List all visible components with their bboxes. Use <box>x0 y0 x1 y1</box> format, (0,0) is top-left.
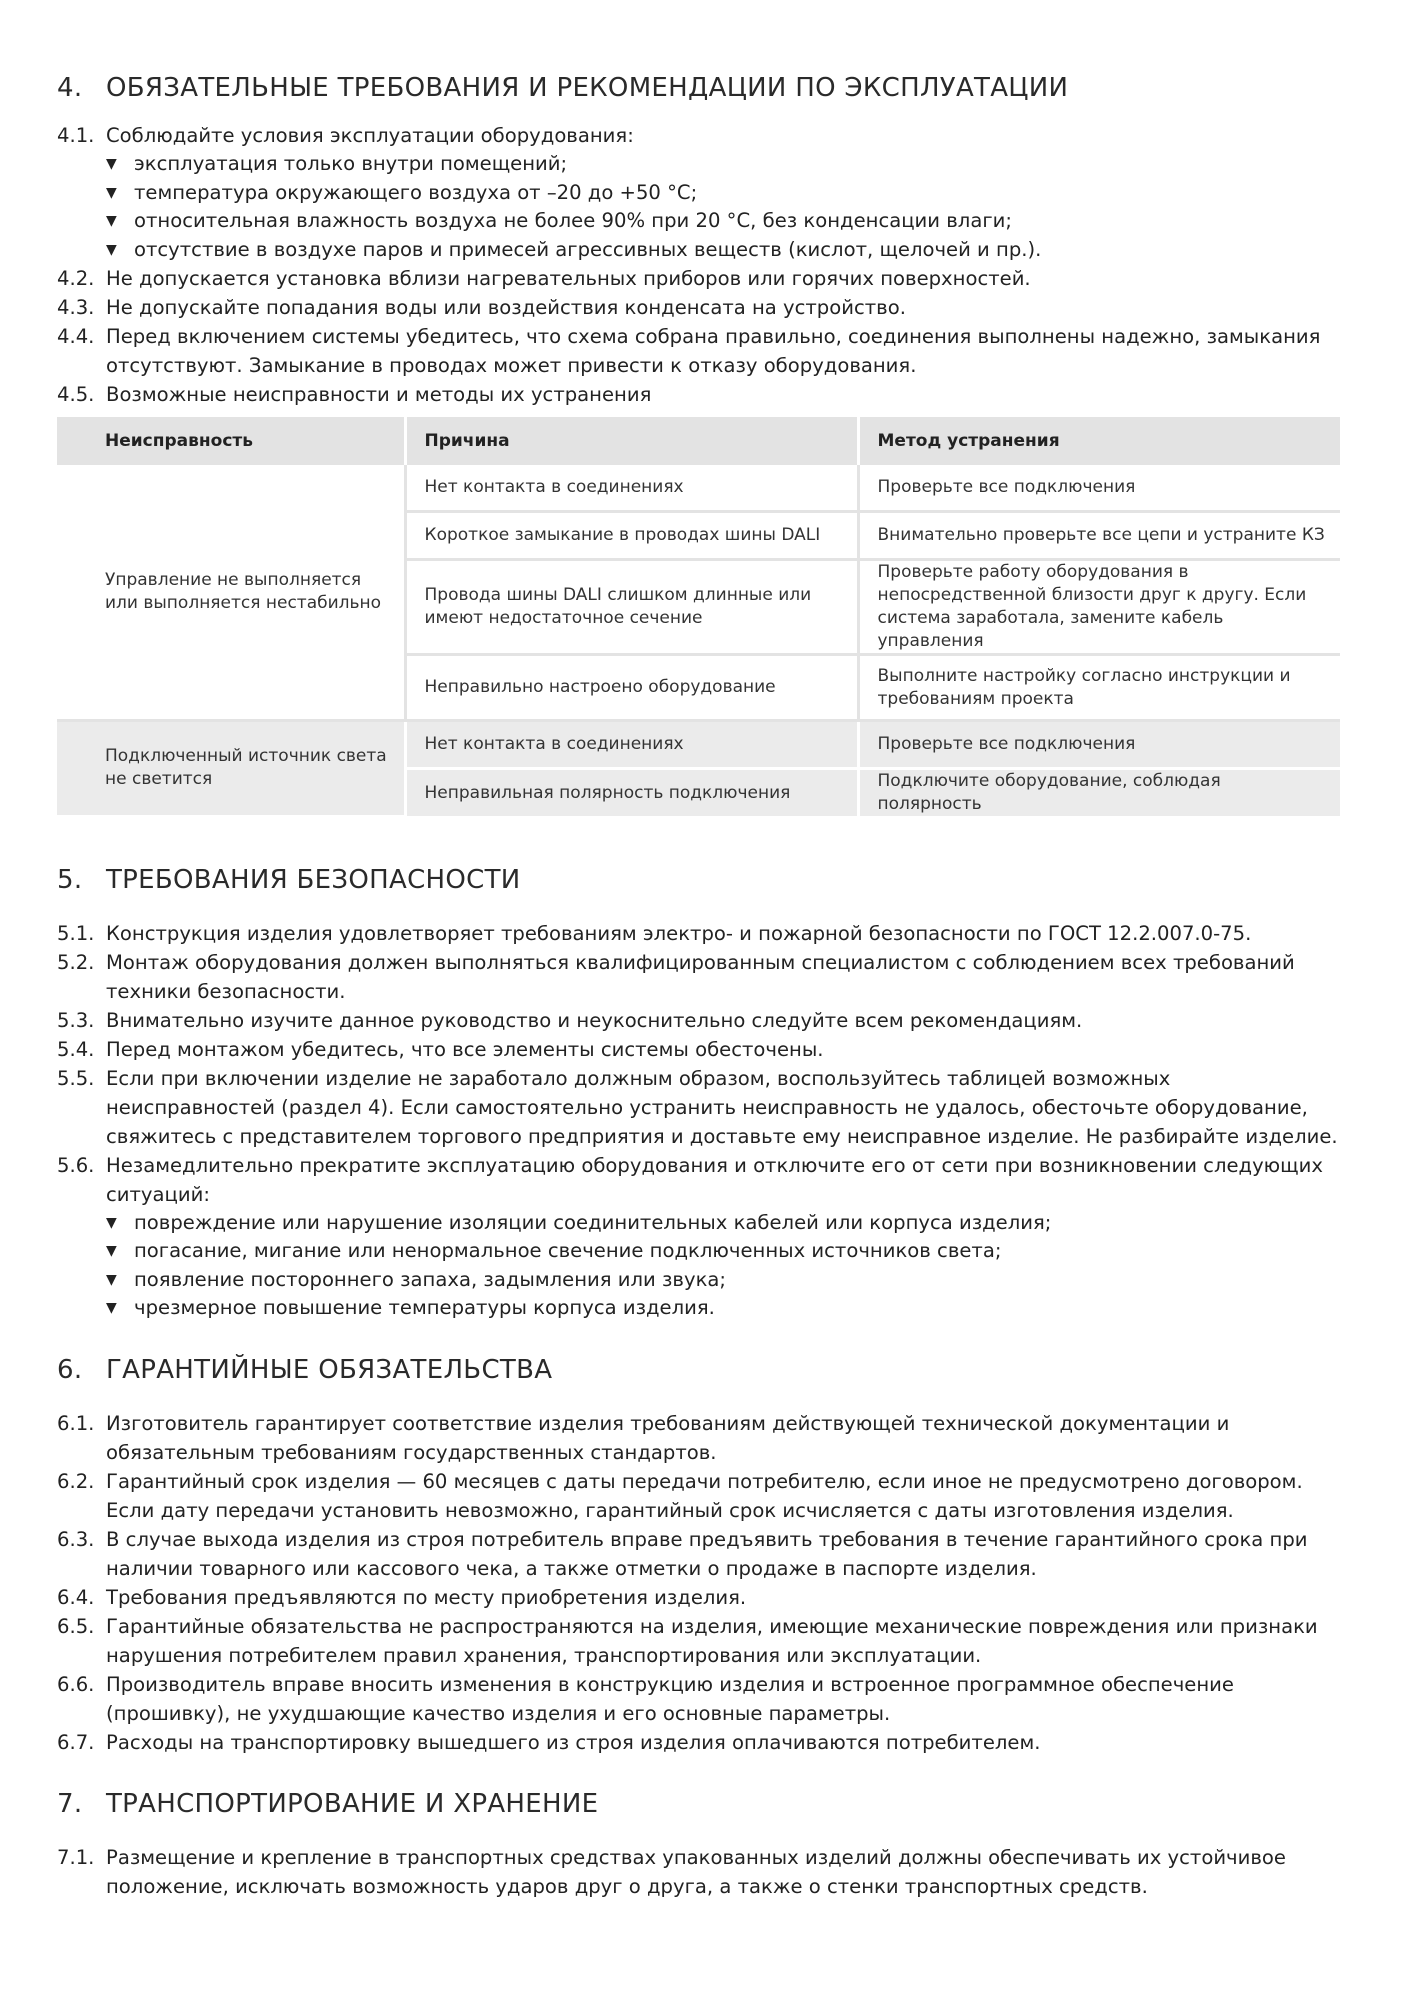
method-cell: Проверьте все подключения <box>858 465 1340 512</box>
bullet-triangle-icon: ▼ <box>106 156 117 172</box>
bullet-item: ▼ эксплуатация только внутри помещений; <box>57 150 1340 179</box>
bullet-triangle-icon: ▼ <box>106 213 117 229</box>
bullet-item: ▼ появление постороннего запаха, задымления или звука; <box>57 1266 1340 1295</box>
header-method: Метод устранения <box>858 417 1340 465</box>
bullet-item: ▼ повреждение или нарушение изоляции соединительных кабелей или корпуса изделия; <box>57 1209 1340 1238</box>
section-4 <box>57 70 1340 818</box>
method-cell: Проверьте все подключения <box>858 721 1340 769</box>
item-5-6: 5.6. Незамедлительно прекратите эксплуатацию оборудования и отключите его от сети при возникновении следующих ситуаций: <box>57 1153 1323 1206</box>
item-4-2: 4.2. Не допускается установка вблизи нагревательных приборов или горячих поверхностей. <box>57 267 1031 290</box>
table-row <box>57 465 1340 512</box>
item-6-5: 6.5. Гарантийные обязательства не распространяются на изделия, имеющие механические повреждения или признаки нарушения потребителем правил хранения, транспортирования или эксплуатации. <box>57 1614 1318 1667</box>
header-fault: Неисправность <box>57 417 405 465</box>
section-7 <box>57 1786 1340 1901</box>
item-5-5: 5.5. Если при включении изделие не заработало должным образом, воспользуйтесь таблицей возможных неисправностей (раздел 4). Если самостоятельно устранить неисправность не удалось, обесточьте оборудование, свяжитесь с представителем торгового предприятия и доставьте ему неисправное изделие. Не разбирайте изделие. <box>57 1066 1338 1148</box>
bullet-item: ▼ чрезмерное повышение температуры корпуса изделия. <box>57 1294 1340 1323</box>
bullet-triangle-icon: ▼ <box>106 1214 117 1231</box>
bullet-item: ▼ температура окружающего воздуха от –20 до +50 °С; <box>57 179 1340 208</box>
cause-cell: Нет контакта в соединениях <box>405 465 858 512</box>
section-6-heading: 6. ГАРАНТИЙНЫЕ ОБЯЗАТЕЛЬСТВА <box>57 1354 553 1385</box>
method-cell: Внимательно проверьте все цепи и устраните КЗ <box>858 512 1340 560</box>
cause-cell: Провода шины DALI слишком длинные или имеют недостаточное сечение <box>405 560 858 655</box>
fault-cell: Подключенный источник света не светится <box>57 721 405 817</box>
cause-cell: Короткое замыкание в проводах шины DALI <box>405 512 858 560</box>
section-6 <box>57 1352 1340 1757</box>
item-6-4: 6.4. Требования предъявляются по месту приобретения изделия. <box>57 1585 747 1609</box>
item-6-6: 6.6. Производитель вправе вносить изменения в конструкцию изделия и встроенное программное обеспечение (прошивку), не ухудшающие качество изделия и его основные параметры. <box>57 1672 1234 1725</box>
bullet-triangle-icon: ▼ <box>106 1271 117 1288</box>
item-5-4: 5.4. Перед монтажом убедитесь, что все элементы системы обесточены. <box>57 1037 824 1061</box>
item-4-3: 4.3. Не допускайте попадания воды или воздействия конденсата на устройство. <box>57 296 906 319</box>
item-6-7: 6.7. Расходы на транспортировку вышедшего из строя изделия оплачиваются потребителем. <box>57 1730 1041 1754</box>
document-page <box>57 70 1340 1901</box>
section-7-heading: 7. ТРАНСПОРТИРОВАНИЕ И ХРАНЕНИЕ <box>57 1788 599 1819</box>
item-4-5: 4.5. Возможные неисправности и методы их устранения <box>57 383 652 406</box>
section-5 <box>57 862 1340 1323</box>
fault-cell: Управление не выполняется или выполняется нестабильно <box>57 465 405 721</box>
item-4-1: 4.1. Соблюдайте условия эксплуатации оборудования: <box>57 124 634 147</box>
item-5-2: 5.2. Монтаж оборудования должен выполняться квалифицированным специалистом с соблюдением всех требований техники безопасности. <box>57 950 1295 1003</box>
item-5-1: 5.1. Конструкция изделия удовлетворяет требованиям электро- и пожарной безопасности по ГОСТ 12.2.007.0-75. <box>57 921 1252 945</box>
header-cause: Причина <box>405 417 858 465</box>
table-header-row <box>57 417 1340 465</box>
table-row <box>57 721 1340 769</box>
item-7-1: 7.1. Размещение и крепление в транспортных средствах упакованных изделий должны обеспечивать их устойчивое положение, исключать возможность ударов друг о друга, а также о стенки транспортных средств. <box>57 1845 1286 1898</box>
bullet-triangle-icon: ▼ <box>106 1300 117 1316</box>
section-4-heading: 4. ОБЯЗАТЕЛЬНЫЕ ТРЕБОВАНИЯ И РЕКОМЕНДАЦИИ ПО ЭКСПЛУАТАЦИИ <box>57 73 1069 103</box>
bullet-triangle-icon: ▼ <box>106 241 117 258</box>
cause-cell: Неправильно настроено оборудование <box>405 655 858 721</box>
bullet-item: ▼ погасание, мигание или ненормальное свечение подключенных источников света; <box>57 1237 1340 1266</box>
item-4-4: 4.4. Перед включением системы убедитесь, что схема собрана правильно, соединения выполнены надежно, замыкания отсутствуют. Замыкание в проводах может привести к отказу оборудования. <box>57 325 1321 377</box>
bullet-triangle-icon: ▼ <box>106 1243 117 1259</box>
bullet-item: ▼ отсутствие в воздухе паров и примесей агрессивных веществ (кислот, щелочей и пр.). <box>57 236 1340 265</box>
item-6-1: 6.1. Изготовитель гарантирует соответствие изделия требованиям действующей технической документации и обязательным требованиям государственных стандартов. <box>57 1411 1230 1464</box>
cause-cell: Нет контакта в соединениях <box>405 721 858 769</box>
method-cell: Проверьте работу оборудования в непосредственной близости друг к другу. Если система заработала, замените кабель управления <box>858 560 1340 655</box>
method-cell: Подключите оборудование, соблюдая полярность <box>858 769 1340 817</box>
troubleshooting-table <box>57 417 1340 818</box>
item-5-3: 5.3. Внимательно изучите данное руководство и неукоснительно следуйте всем рекомендациям. <box>57 1008 1083 1032</box>
item-6-2: 6.2. Гарантийный срок изделия — 60 месяцев с даты передачи потребителю, если иное не предусмотрено договором. Если дату передачи установить невозможно, гарантийный срок исчисляется с даты изготовления изделия. <box>57 1469 1303 1522</box>
bullet-item: ▼ относительная влажность воздуха не более 90% при 20 °С, без конденсации влаги; <box>57 207 1340 236</box>
method-cell: Выполните настройку согласно инструкции и требованиям проекта <box>858 655 1340 721</box>
section-5-heading: 5. ТРЕБОВАНИЯ БЕЗОПАСНОСТИ <box>57 864 521 895</box>
item-6-3: 6.3. В случае выхода изделия из строя потребитель вправе предъявить требования в течение гарантийного срока при наличии товарного или кассового чека, а также отметки о продаже в паспорте изделия. <box>57 1527 1308 1580</box>
cause-cell: Неправильная полярность подключения <box>405 769 858 817</box>
bullet-triangle-icon: ▼ <box>106 184 117 201</box>
